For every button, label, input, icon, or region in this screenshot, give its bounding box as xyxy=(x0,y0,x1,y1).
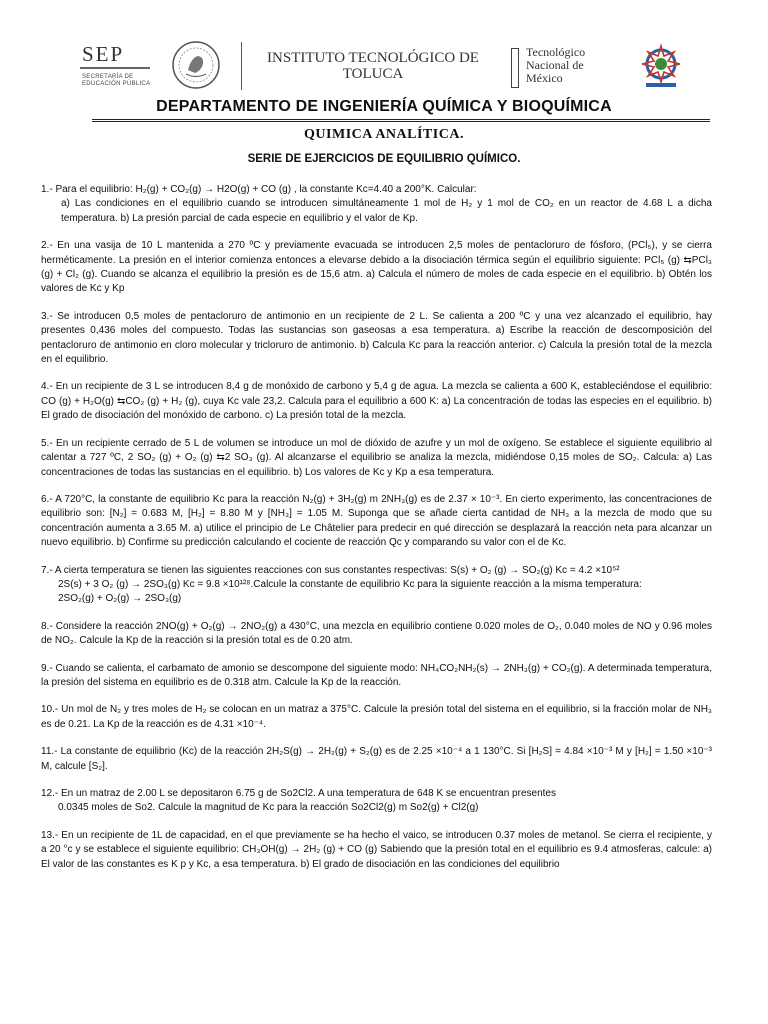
tnm-line-3: México xyxy=(526,71,563,85)
tnm-line-2: Nacional de xyxy=(526,58,584,72)
sep-word: SEP xyxy=(82,42,125,66)
subject-title: QUIMICA ANALÍTICA. xyxy=(304,127,464,142)
exercise-list xyxy=(41,183,712,885)
header-divider xyxy=(241,42,242,90)
exercise-5-text: 5.- En un recipiente cerrado de 5 L de volumen se introduce un mol de dióxido de azufre y un mol de oxígeno. Se establece el siguiente equilibrio al calentar a 727 ºC, 2 SO₂ (g) + O₂ (g) ⇆2 SO₃ (g). Al alcanzarse el equilibrio se analiza la mezcla, midiéndose 0,15 moles de SO₂. Calcula: a) Las concentraciones de todas las sustancias en el equilibrio. b) Los valores de Kc y Kp a esa temperatura. xyxy=(41,437,712,478)
tnm-line-1: Tecnológico xyxy=(526,45,586,59)
exercise-7-line-3: 2SO₂(g) + O₂(g) → 2SO₃(g) xyxy=(58,593,182,605)
exercise-5 xyxy=(41,437,712,480)
header xyxy=(76,40,696,92)
sep-subtitle-2: EDUCACIÓN PÚBLICA xyxy=(82,81,151,87)
tnm-logo-text xyxy=(526,46,585,85)
exercise-7-line-1: 7.- A cierta temperatura se tienen las siguientes reacciones con sus constantes respectivas: S(s) + O₂ (g) → SO₂(g) Kc = 4.2 ×10⁵² xyxy=(41,564,620,576)
exercise-12-line-2: 0.0345 moles de So2. Calcule la magnitud de Kc para la reacción So2Cl2(g) m So2(g) + Cl2(g) xyxy=(58,802,479,814)
itt-logo-icon xyxy=(636,42,686,90)
tnm-logo-mark xyxy=(511,48,519,88)
exercise-12 xyxy=(41,787,712,816)
sep-divider-icon xyxy=(80,67,150,71)
sep-subtitle-1: SECRETARÍA DE xyxy=(82,74,134,80)
exercise-3-text: 3.- Se introducen 0,5 moles de pentacloruro de antimonio en un recipiente de 2 L. Se calienta a 200 ºC y una vez alcanzado el equilibrio, hay presentes 0,436 moles del compuesto. Todas las sustancias son gaseosas a esa temperatura. a) Escribe la reacción de descomposición del pentacloruro de antimonio en cloro molecular y tricloruro de antimonio. b) Calcula Kc para la reacción anterior. c) Calcula la presión total de la mezcla en el equilibrio. xyxy=(41,310,712,366)
department-title: DEPARTAMENTO DE INGENIERÍA QUÍMICA Y BIOQUÍMICA xyxy=(156,98,612,115)
exercise-7 xyxy=(41,564,712,607)
exercise-1 xyxy=(41,183,712,226)
exercise-11 xyxy=(41,745,712,774)
exercise-13 xyxy=(41,829,712,872)
series-title: SERIE DE EJERCICIOS DE EQUILIBRIO QUÍMICO. xyxy=(247,153,521,165)
exercise-11-text: 11.- La constante de equilibrio (Kc) de la reacción 2H₂S(g) → 2H₂(g) + S₂(g) es de 2.25 ×10⁻⁴ a 1 130°C. Si [H₂S] = 4.84 ×10⁻³ M y [H₂] = 1.50 ×10⁻³ M, calcule [S₂]. xyxy=(41,746,712,772)
exercise-4-text: 4.- En un recipiente de 3 L se introducen 8,4 g de monóxido de carbono y 5,4 g de agua. La mezcla se calienta a 600 K, estableciéndose el equilibrio: CO (g) + H₂O(g) ⇆CO₂ (g) + H₂ (g), cuya Kc vale 23,2. Calcula para el equilibrio a 600 K: a) La concentración de todas las especies en el equilibrio. b) El grado de disociación del monóxido de carbono. c) La presión total de la mezcla. xyxy=(41,381,712,422)
exercise-7-line-2: 2S(s) + 3 O₂ (g) → 2SO₃(g) Kc = 9.8 ×10¹²⁸.Calcule la constante de equilibrio Kc para la siguiente reacción a la misma temperatura: xyxy=(58,578,642,590)
exercise-10-text: 10.- Un mol de N₂ y tres moles de H₂ se colocan en un matraz a 375°C. Calcule la presión total del sistema en el equilibrio, si la fracción molar de NH₃ es de 0.21. La Kp de la reacción es de 4.31 ×10⁻⁴. xyxy=(41,704,712,730)
exercise-13-text: 13.- En un recipiente de 1L de capacidad, en el que previamente se ha hecho el vaico, se introducen 0.37 moles de metanol. Se cierra el recipiente, y a 20 °c y se establece el siguiente equilibrio: CH₃OH(g) → 2H₂ (g) + CO (g) Sabiendo que la presión total en el equilibrio es 9.4 atmosferas, calcule: a) El valor de las constantes es K p y Kc, a esa temperatura. b) El grado de disociación en las condiciones del equilibrio xyxy=(41,829,712,870)
exercise-6-text: 6.- A 720°C, la constante de equilibrio Kc para la reacción N₂(g) + 3H₂(g) m 2NH₃(g) es de 2.37 × 10⁻³. En cierto experimento, las concentraciones de equilibrio son: [N₂] = 0.683 M, [H₂] = 8.80 M y [NH₃] = 1.05 M. Suponga que se añade cierta cantidad de NH₃ a la mezcla de modo que su concentración aumenta a 3.65 M. a) utilice el principio de Le Châtelier para predecir en qué dirección se desplazará la reacción neta para alcanzar un nuevo equilibrio. b) Confirme su predicción calculando el cociente de reacción Qc y comparando su valor con el de Kc. xyxy=(41,493,712,549)
exercise-6 xyxy=(41,493,712,551)
exercise-1-line-2: a) Las condiciones en el equilibrio cuando se introducen simultáneamente 1 mol de H₂ y 1 mol de CO₂ en un reactor de 4.68 L a dicha temperatura. b) La presión parcial de cada especie en equilibrio y el valor de Kp. xyxy=(61,198,712,224)
exercise-3 xyxy=(41,310,712,368)
exercise-8 xyxy=(41,620,712,649)
mexico-seal-icon xyxy=(171,40,221,90)
exercise-4 xyxy=(41,380,712,423)
exercise-9-text: 9.- Cuando se calienta, el carbamato de amonio se descompone del siguiente modo: NH₄CO₂NH₂(s) → 2NH₃(g) + CO₂(g). A determinada temperatura, la presión del sistema en equilibrio es de 0.318 atm. Calcule la Kp de la reacción. xyxy=(41,662,712,688)
title-rule-bottom xyxy=(92,121,710,122)
institute-title-line-1: INSTITUTO TECNOLÓGICO DE xyxy=(267,50,479,66)
exercise-9 xyxy=(41,662,712,691)
sep-logo xyxy=(76,40,158,92)
exercise-8-text: 8.- Considere la reacción 2NO(g) + O₂(g) → 2NO₂(g) a 430°C, una mezcla en equilibrio contiene 0.020 moles de O₂, 0.040 moles de NO y 0.96 moles de NO₂. Calcule la Kp de la reacción si la presión total es de 0.20 atm. xyxy=(41,620,712,647)
title-rule-top xyxy=(92,119,710,120)
exercise-2 xyxy=(41,239,712,297)
institute-title-line-2: TOLUCA xyxy=(342,66,404,82)
exercise-10 xyxy=(41,703,712,732)
exercise-2-text: 2.- En una vasija de 10 L mantenida a 270 ºC y previamente evacuada se introducen 2,5 moles de pentacloruro de fósforo, (PCl₅), y se cierra herméticamente. La presión en el interior comienza entonces a elevarse debido a la disociación térmica según el equilibrio siguiente: PCl₅ (g) ⇆PCl₃ (g) + Cl₂ (g). Cuando se alcanza el equilibrio la presión es de 15,6 atm. a) Calcula el número de moles de cada especie en el equilibrio. b) Obtén los valores de Kc y Kp xyxy=(41,240,712,295)
exercise-1-line-1: 1.- Para el equilibrio: H₂(g) + CO₂(g) → H2O(g) + CO (g) , la constante Kc=4.40 a 200°K. Calcular: xyxy=(41,184,477,195)
institute-title xyxy=(248,50,498,82)
exercise-12-line-1: 12.- En un matraz de 2.00 L se depositaron 6.75 g de So2Cl2. A una temperatura de 648 K se encuentran presentes xyxy=(41,788,556,799)
